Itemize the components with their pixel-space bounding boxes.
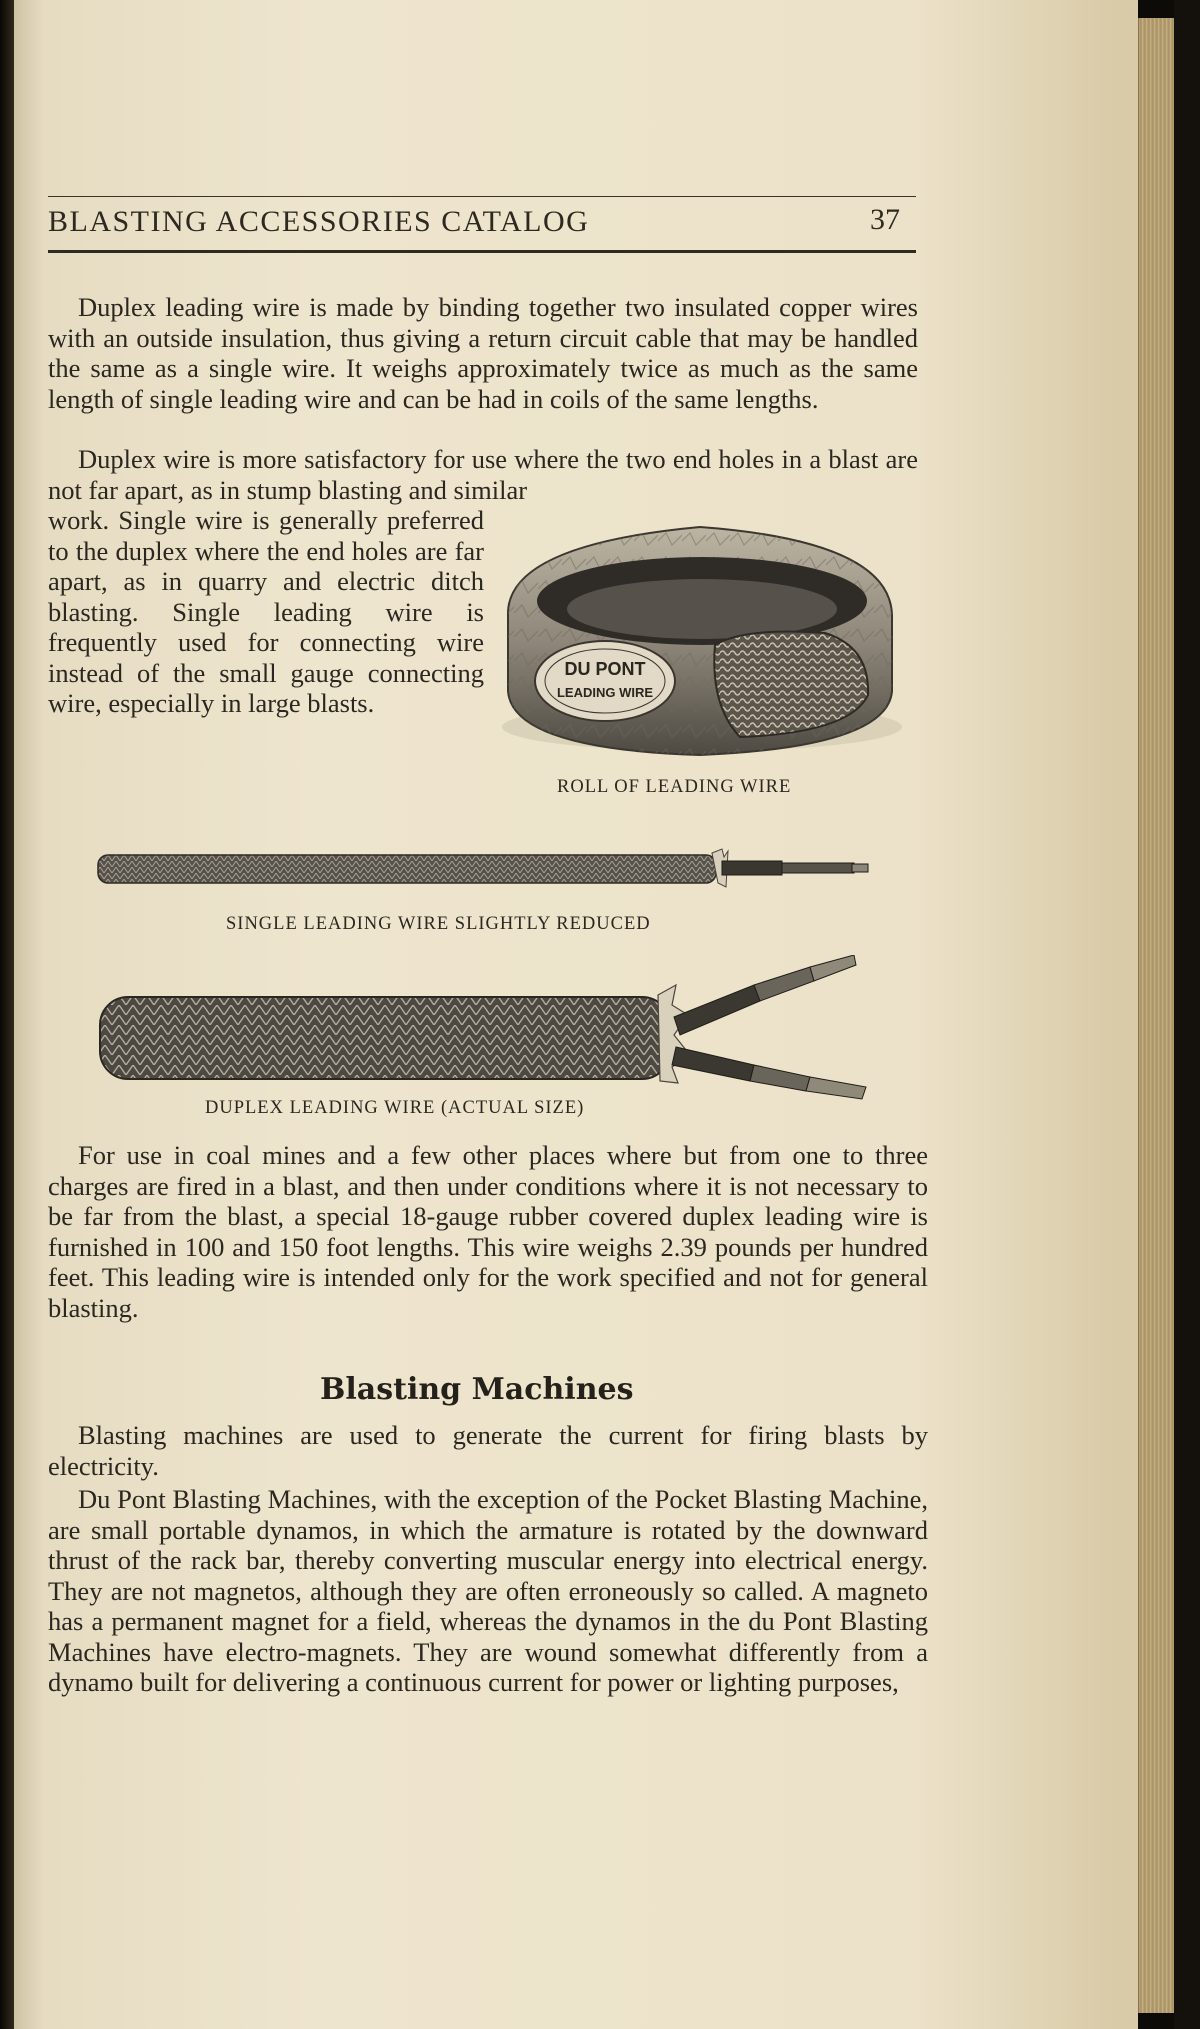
paragraph-duplex-usage-start: Duplex wire is more satisfactory for use where the two end holes in a blast are not far apart, as in stump blasting and similar — [48, 444, 918, 505]
roll-label-brand: DU PONT — [564, 659, 646, 679]
roll-label-product: LEADING WIRE — [556, 685, 654, 700]
paragraph-duplex-usage-continued: work. Single wire is generally preferred to the duplex where the end holes are far apart, as in quarry and electric ditch blasting. Single leading wire is frequently used for connecting wire instead of the small gauge connecting wire, especially in large blasts. — [48, 505, 484, 718]
page-number: 37 — [870, 203, 900, 236]
duplex-leading-wire-image — [98, 955, 873, 1105]
caption-single-leading-wire: SINGLE LEADING WIRE SLIGHTLY REDUCED — [226, 914, 651, 934]
caption-roll-of-leading-wire: ROLL OF LEADING WIRE — [557, 777, 792, 797]
paragraph-blasting-machines-purpose: Blasting machines are used to generate the current for firing blasts by electricity. — [48, 1420, 928, 1481]
running-header-title: BLASTING ACCESSORIES CATALOG — [48, 205, 590, 238]
caption-duplex-leading-wire: DUPLEX LEADING WIRE (ACTUAL SIZE) — [205, 1098, 585, 1118]
paragraph-duplex-description: Duplex leading wire is made by binding together two insulated copper wires with an outside insulation, thus giving a return circuit cable that may be handled the same as a single wire. It weighs approximately twice as much as the same length of single leading wire and can be had in coils of the same lengths. — [48, 292, 918, 414]
single-leading-wire-image — [96, 843, 871, 893]
cover-edge — [1174, 0, 1200, 2029]
roll-of-leading-wire-image — [490, 505, 910, 765]
header-rule-top — [48, 196, 916, 197]
paragraph-coal-mine-wire: For use in coal mines and a few other places where but from one to three charges are fired in a blast, and then under conditions where it is not necessary to be far from the blast, a special 18-gauge rubber covered duplex leading wire is furnished in 100 and 150 foot lengths. This wire weighs 2.39 pounds per hundred feet. This leading wire is intended only for the work specified and not for general blasting. — [48, 1140, 928, 1323]
header-rule-bottom — [48, 250, 916, 253]
page-edges — [1138, 18, 1175, 2013]
paragraph-du-pont-blasting-machines: Du Pont Blasting Machines, with the exception of the Pocket Blasting Machine, are small portable dynamos, in which the armature is rotated by the downward thrust of the rack bar, thereby converting muscular energy into electrical energy. They are not magnetos, although they are often erroneously so called. A magneto has a permanent magnet for a field, whereas the dynamos in the du Pont Blasting Machines have electro-magnets. They are wound somewhat differently from a dynamo built for delivering a continuous current for power or lighting purposes, — [48, 1484, 928, 1697]
section-heading-blasting-machines: Blasting Machines — [320, 1372, 634, 1407]
